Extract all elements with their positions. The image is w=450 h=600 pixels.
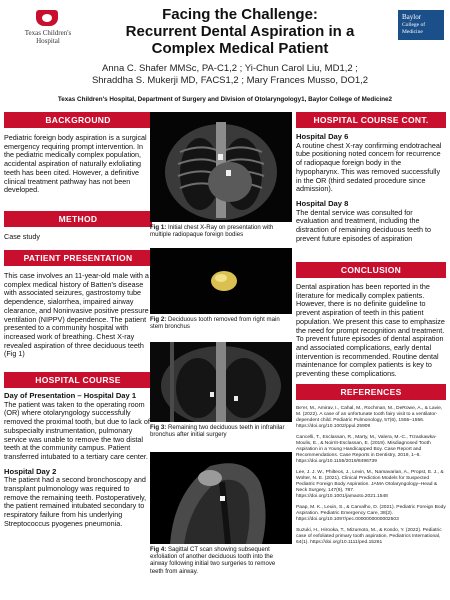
fig4-caption [150, 546, 290, 575]
reference-item: Cancelli, T., Esclassan, R., Marty, M., Valera, M.-C., Trzaskawka-Moulis, E., & Noirrit-Esclassan, E. (2019). Misdiagnosed Tooth Aspiration in a Young Handicapped Boy. Case Report and Recommendations. Case Reports in Dentistry, 2019, 1–6. https://doi.org/10.1155/2019/8496739 [296, 435, 437, 464]
day8-title: Hospital Day 8 [296, 198, 349, 208]
patient-heading: PATIENT PRESENTATION [4, 250, 152, 266]
day2-title: Hospital Day 2 [4, 466, 57, 476]
fig1-text: Initial chest X-Ray on presentation with multiple radiopaque foreign bodies [150, 224, 274, 239]
course-cont-section [296, 112, 446, 243]
reference-item: Paap, M. K., Leuin, S., & Carvalho, D. (2021). Pediatric Foreign Body Aspiration. Pediatric Emergency Care, 38(2). https://doi.org/10.1097/pec.0000000000002503 [296, 505, 446, 522]
fig2-label: Fig 2: [150, 316, 167, 323]
course-heading: HOSPITAL COURSE [4, 372, 152, 388]
tooth-photo-image [150, 248, 292, 314]
fig1-caption [150, 224, 290, 238]
day8-text: The dental service was consulted for evaluation and treatment, including the distraction of remaining deciduous teeth to prevent future episodes of aspiration [296, 207, 432, 243]
title-line1: Facing the Challenge: [162, 6, 318, 23]
logo-right-line3: Medicine [402, 29, 423, 35]
author-list [40, 63, 420, 87]
background-heading: BACKGROUND [4, 112, 152, 128]
day6-title: Hospital Day 6 [296, 132, 349, 141]
title-line3: Complex Medical Patient [151, 40, 329, 57]
reference-item: Suzuki, H., Hirooka, T., Mizumoto, M., & Kondo, Y. (2022). Pediatric case of exfoliated primary tooth aspiration. Pediatrics International, 64(1). https://doi.org/10.1111/ped.15261 [296, 528, 442, 545]
fig2-tooth-photo [150, 248, 292, 314]
day6-text: A routine chest X-ray confirming endotracheal tube positioning noted concern for recurrence of radiopaque foreign body in the hypopharynx. This was removed successfully in the OR (third sedated procedure since admission). [296, 140, 442, 194]
fig4-text: Sagittal CT scan showing subsequent exfoliation of another deciduous tooth into the airway following initial two surgeries to remove teeth from airway. [150, 546, 276, 575]
course-section [4, 372, 152, 529]
sagittal-ct-image [150, 452, 292, 544]
reference-list [296, 406, 446, 546]
authors-line2: Shraddha S. Mukerji MD, FACS1,2 ; Mary Frances Musso, DO1,2 [91, 75, 369, 86]
logo-left-line2: Hospital [36, 37, 60, 45]
fig2-text: Deciduous tooth removed from right main stem bronchus [150, 316, 280, 331]
conclusion-text: Dental aspiration has been reported in the literature for medically complex patients. However, there is no definite guideline to prevent aspiration of teeth in this patient population. We present this case to emphasize the need for prompt recognition and treatment. To prevent future episodes of dental aspiration and associated complications, early dental intervention is recommended. Routine dental maintenance for complex patients is key to preventing these complications. [296, 282, 445, 379]
fig3-xray [150, 342, 292, 422]
logo-left-line1: Texas Children's [24, 29, 72, 37]
poster-header [0, 0, 450, 118]
shield-icon [36, 10, 58, 26]
patient-text: This case involves an 11-year-old male with a complex medical history of Batten's disease with associated seizures, gastrostomy tube dependence, sialorrhea, impaired airway clearance, and Noninvasive positive pressure ventilation (NIPPV) dependence. The patient presented to a community hospital with increased work of breathing. Chest X-ray revealed aspiration of three deciduous teeth (Fig 1) [4, 271, 149, 359]
day2-text: The patient had a second bronchoscopy and transplant pulmonology was required to remove the remaining teeth. Postoperatively, the patient remained intubated secondary to respiratory failure from his underlying Streptococcus pyogenes pneumonia. [4, 475, 147, 528]
references-section [296, 384, 446, 551]
chest-xray-image [150, 112, 292, 222]
logo-right-line2: College of [402, 22, 426, 28]
references-heading: REFERENCES [296, 384, 446, 400]
baylor-logo [398, 10, 444, 40]
fig3-label: Fig 3: [150, 424, 167, 431]
fig2-caption [150, 316, 290, 330]
conclusion-section [296, 262, 446, 379]
fig3-caption [150, 424, 290, 438]
day1-text: The patient was taken to the operating room (OR) where otolaryngology successfully removed the proximal tooth, but due to lack of subspecialty instrumentation, pulmonary service was unable to remove the two distal teeth at the community campus. Patient transferred intubated to a tertiary care center. [4, 399, 150, 461]
authors-line1: Anna C. Shafer MMSc, PA-C1,2 ; Yi-Chun Carol Liu, MD1,2 ; [102, 63, 358, 74]
logo-right-line1: Baylor [402, 13, 422, 21]
fig1-chest-xray [150, 112, 292, 222]
left-column [4, 112, 152, 195]
method-section [4, 211, 152, 242]
title-line2: Recurrent Dental Aspiration in a [125, 23, 355, 40]
reference-item: Lee, J. J. W., Philteos, J., Levin, M., Namavarian, A., Propst, E. J., & Wolter, N. E. (2021). Clinical Prediction Models for Suspected Pediatric Foreign Body Aspiration. JAMA Otolaryngology–Head & Neck Surgery, 147(9), 787. https://doi.org/10.1001/jamaoto.2021.1548 [296, 470, 444, 499]
method-heading: METHOD [4, 211, 152, 227]
xray-two-teeth-image [150, 342, 292, 422]
patient-section [4, 250, 152, 359]
course-body [4, 392, 152, 529]
background-text: Pediatric foreign body aspiration is a surgical emergency requiring prompt intervention. In the pediatric medically complex population, accidental aspiration of naturally exfoliating teeth has been cited. However, a definitive clinical treatment pathway has not been developed. [4, 133, 147, 195]
course-cont-heading: HOSPITAL COURSE CONT. [296, 112, 446, 128]
fig3-text: Remaining two deciduous teeth in infrahilar bronchus after initial surgery [150, 424, 285, 439]
texas-childrens-logo [6, 10, 90, 46]
fig4-ct-scan [150, 452, 292, 544]
method-text: Case study [4, 232, 40, 241]
day1-title: Day of Presentation – Hospital Day 1 [4, 391, 137, 400]
conclusion-heading: CONCLUSION [296, 262, 446, 278]
affiliation: Texas Children's Hospital, Department of Surgery and Division of Otolaryngology1, Baylor College of Medicine2 [57, 96, 393, 103]
fig1-label: Fig 1: [150, 224, 167, 231]
fig4-label: Fig 4: [150, 546, 167, 553]
reference-item: Be'er, M., Amirav, I., Cahal, M., Rochman, M., DeRowe, A., & Lavie, M. (2022). A case of an unfortunate tooth fairy visit to a ventilator-dependent child. Pediatric Pulmonology, 57(6), 1555–1556. https://doi.org/10.1002/ppul.25909 [296, 406, 443, 429]
poster-title [90, 6, 390, 57]
course-cont-body [296, 133, 446, 243]
